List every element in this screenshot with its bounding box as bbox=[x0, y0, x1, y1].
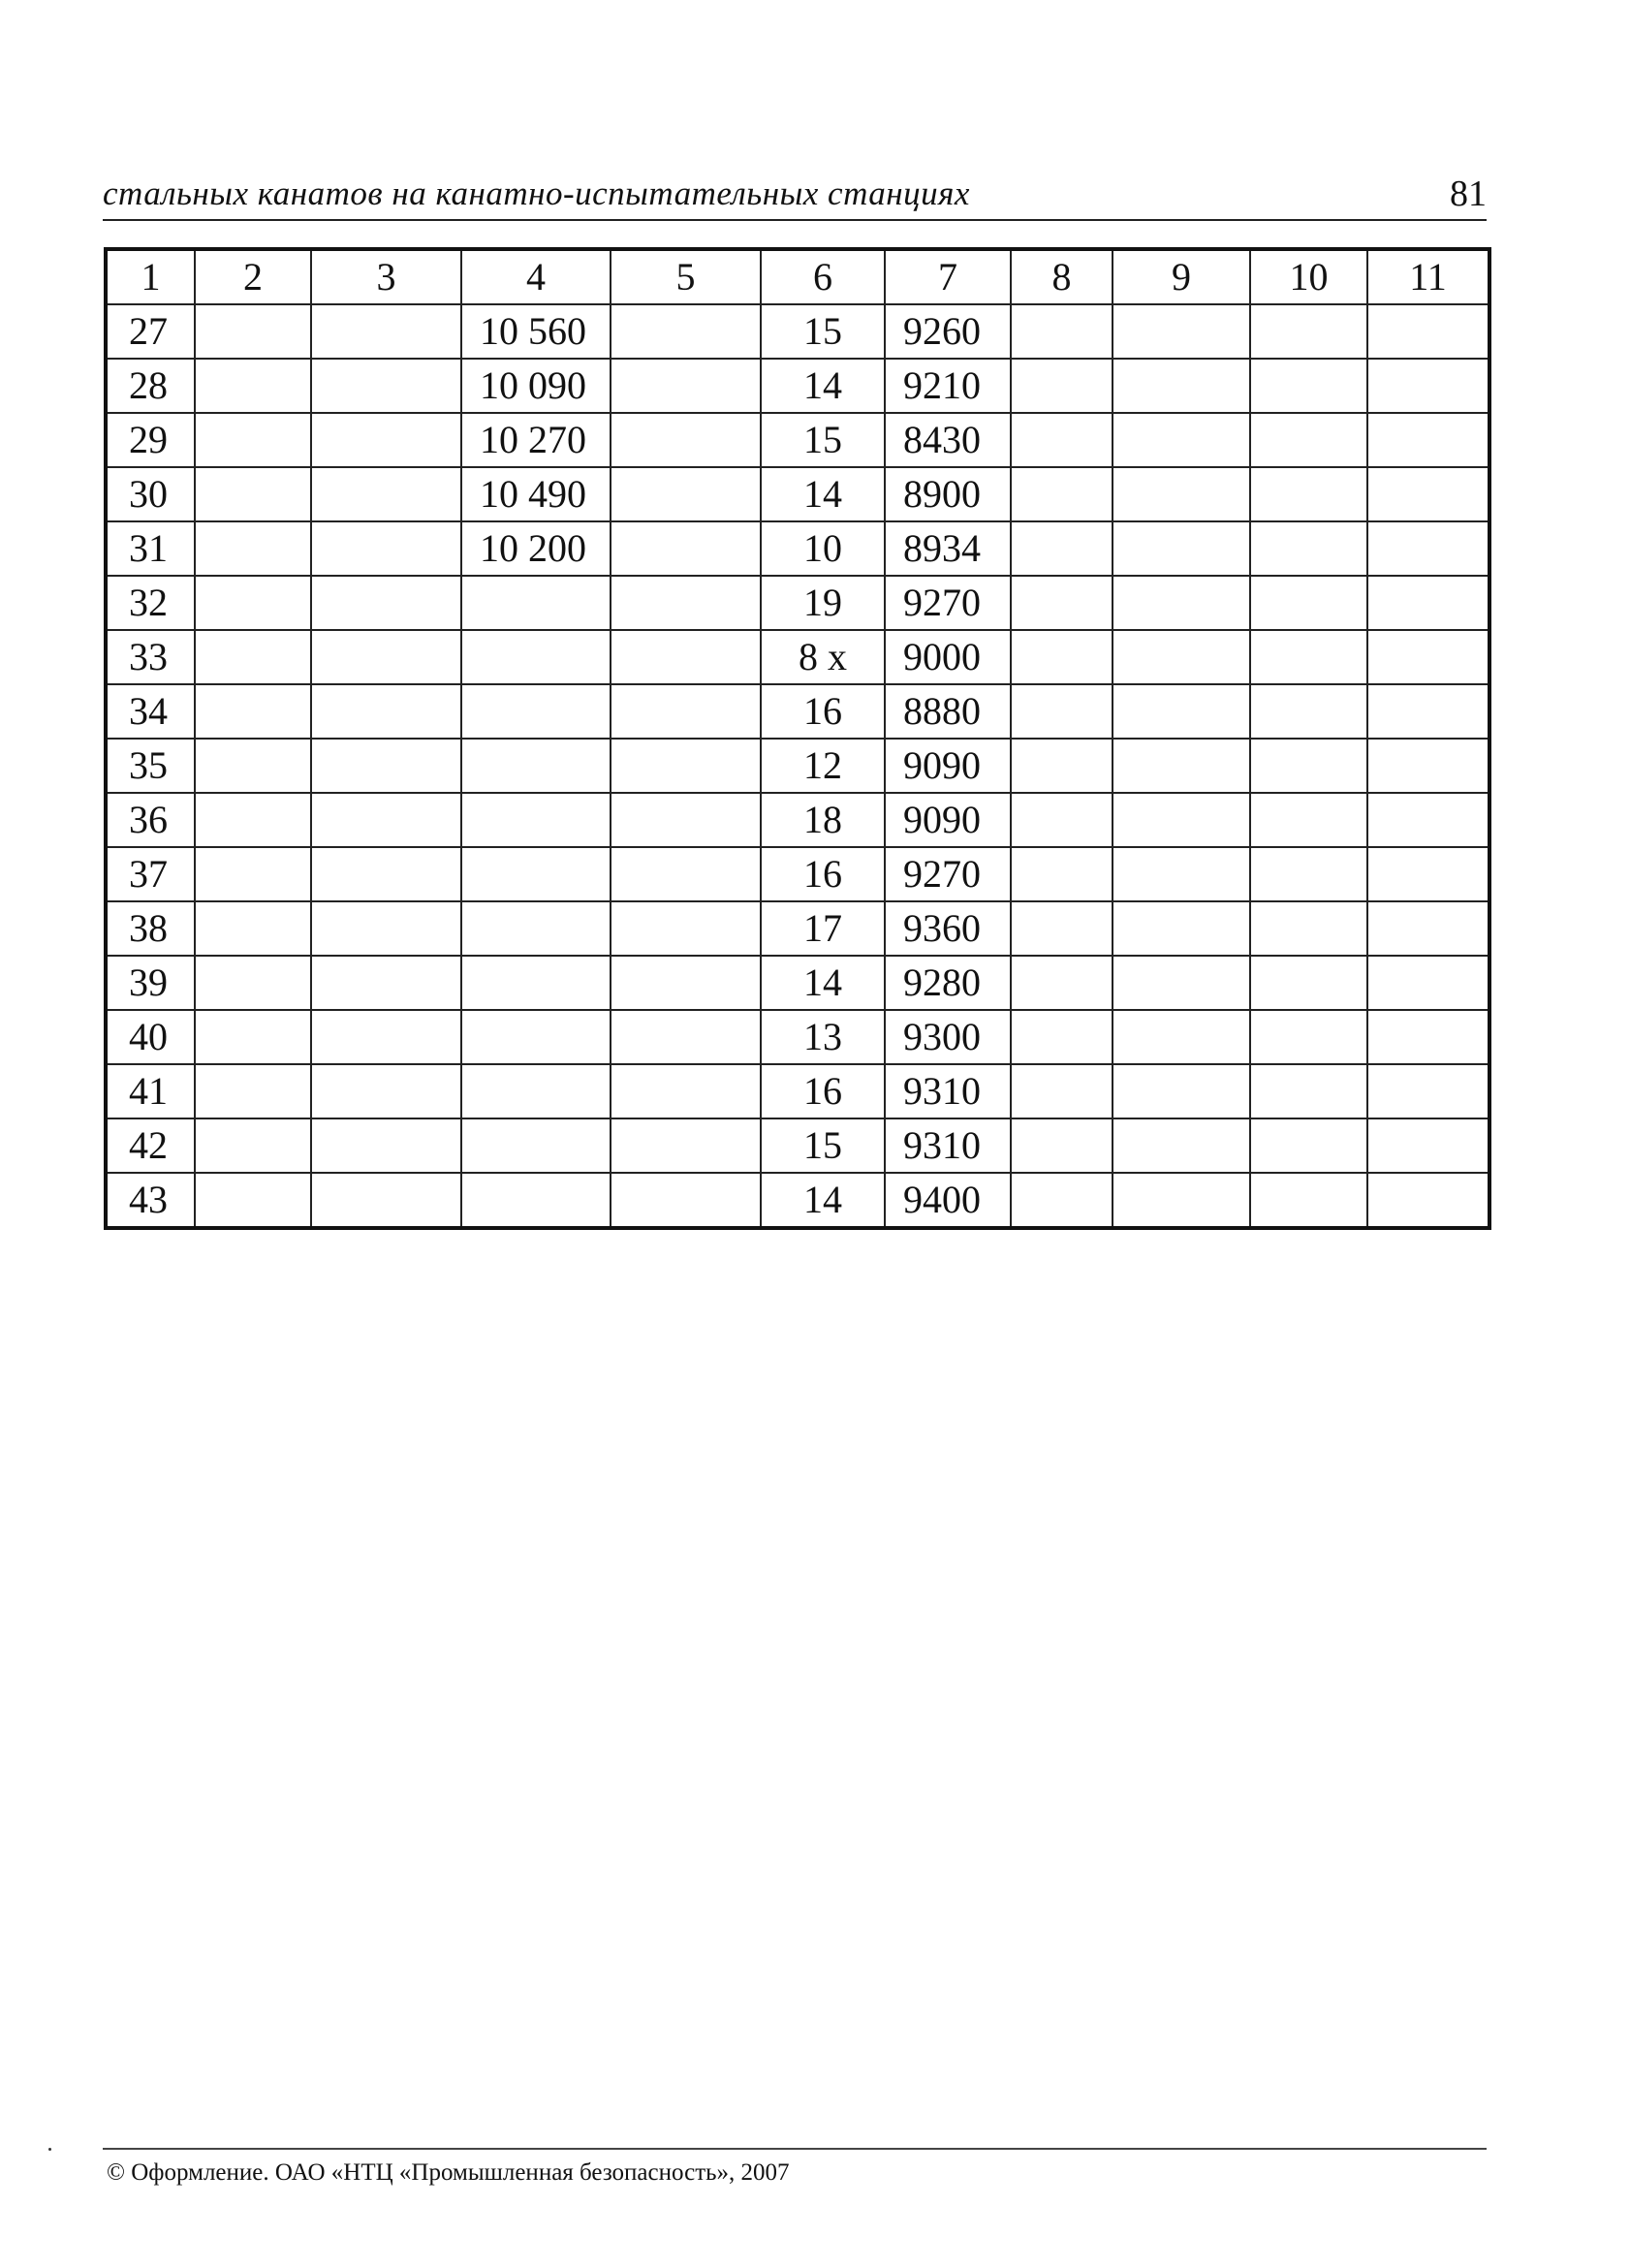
table-cell-col10 bbox=[1250, 793, 1367, 847]
table-header-row bbox=[106, 249, 1489, 304]
table-cell-col3 bbox=[311, 901, 461, 956]
table-cell-col3 bbox=[311, 359, 461, 413]
table-cell-col10 bbox=[1250, 630, 1367, 684]
table-cell-col11 bbox=[1367, 1173, 1489, 1228]
table-row bbox=[106, 847, 1489, 901]
column-header-4: 4 bbox=[461, 249, 611, 304]
table-cell-col6: 18 bbox=[761, 793, 885, 847]
table-cell-col6: 16 bbox=[761, 1064, 885, 1118]
table-cell-col7: 9400 bbox=[885, 1173, 1011, 1228]
table-cell-col3 bbox=[311, 1173, 461, 1228]
table-cell-col9 bbox=[1113, 956, 1250, 1010]
table-cell-col6: 12 bbox=[761, 739, 885, 793]
table-cell-col8 bbox=[1011, 956, 1113, 1010]
table-cell-col1: 33 bbox=[106, 630, 195, 684]
table-cell-col6: 16 bbox=[761, 684, 885, 739]
running-header bbox=[103, 167, 1487, 221]
table-cell-col9 bbox=[1113, 793, 1250, 847]
table-cell-col6: 8 x bbox=[761, 630, 885, 684]
table-cell-col5 bbox=[611, 467, 761, 521]
table-cell-col1: 43 bbox=[106, 1173, 195, 1228]
table-cell-col6: 15 bbox=[761, 1118, 885, 1173]
table-cell-col3 bbox=[311, 1010, 461, 1064]
table-cell-col6: 14 bbox=[761, 467, 885, 521]
table-cell-col10 bbox=[1250, 413, 1367, 467]
table-row bbox=[106, 739, 1489, 793]
table-cell-col8 bbox=[1011, 359, 1113, 413]
table-cell-col2 bbox=[195, 847, 311, 901]
table-cell-col11 bbox=[1367, 359, 1489, 413]
table-cell-col8 bbox=[1011, 901, 1113, 956]
table-cell-col3 bbox=[311, 1064, 461, 1118]
footer-copyright: © Оформление. ОАО «НТЦ «Промышленная безопасность», 2007 bbox=[107, 2159, 790, 2186]
table-cell-col7: 9270 bbox=[885, 847, 1011, 901]
table-cell-col10 bbox=[1250, 521, 1367, 576]
table-cell-col4 bbox=[461, 739, 611, 793]
table-cell-col1: 41 bbox=[106, 1064, 195, 1118]
column-header-7: 7 bbox=[885, 249, 1011, 304]
table-cell-col10 bbox=[1250, 1118, 1367, 1173]
table-row bbox=[106, 467, 1489, 521]
table-cell-col11 bbox=[1367, 847, 1489, 901]
page-number: 81 bbox=[1450, 173, 1487, 214]
table-cell-col1: 28 bbox=[106, 359, 195, 413]
table-cell-col10 bbox=[1250, 739, 1367, 793]
table-cell-col4 bbox=[461, 847, 611, 901]
table-cell-col7: 8430 bbox=[885, 413, 1011, 467]
table-cell-col2 bbox=[195, 1010, 311, 1064]
table-cell-col3 bbox=[311, 793, 461, 847]
table-cell-col6: 17 bbox=[761, 901, 885, 956]
table-cell-col8 bbox=[1011, 1173, 1113, 1228]
table-row bbox=[106, 304, 1489, 359]
table-cell-col2 bbox=[195, 956, 311, 1010]
table-cell-col11 bbox=[1367, 1010, 1489, 1064]
table-cell-col9 bbox=[1113, 684, 1250, 739]
table-cell-col11 bbox=[1367, 684, 1489, 739]
table-cell-col8 bbox=[1011, 467, 1113, 521]
table-cell-col9 bbox=[1113, 521, 1250, 576]
table-cell-col10 bbox=[1250, 1173, 1367, 1228]
table-cell-col4 bbox=[461, 1118, 611, 1173]
table-cell-col5 bbox=[611, 630, 761, 684]
table-row bbox=[106, 1064, 1489, 1118]
column-header-1: 1 bbox=[106, 249, 195, 304]
table-cell-col2 bbox=[195, 359, 311, 413]
table-cell-col6: 13 bbox=[761, 1010, 885, 1064]
table-cell-col9 bbox=[1113, 1118, 1250, 1173]
table-cell-col3 bbox=[311, 956, 461, 1010]
table-cell-col5 bbox=[611, 1118, 761, 1173]
table-cell-col9 bbox=[1113, 576, 1250, 630]
table-cell-col2 bbox=[195, 1173, 311, 1228]
table-cell-col1: 34 bbox=[106, 684, 195, 739]
table-cell-col2 bbox=[195, 467, 311, 521]
table-row bbox=[106, 684, 1489, 739]
table-cell-col5 bbox=[611, 901, 761, 956]
table-cell-col11 bbox=[1367, 576, 1489, 630]
table-cell-col4: 10 270 bbox=[461, 413, 611, 467]
table-cell-col5 bbox=[611, 1010, 761, 1064]
column-header-2: 2 bbox=[195, 249, 311, 304]
table-cell-col3 bbox=[311, 304, 461, 359]
table-cell-col7: 8880 bbox=[885, 684, 1011, 739]
table-cell-col7: 9260 bbox=[885, 304, 1011, 359]
table-cell-col8 bbox=[1011, 413, 1113, 467]
table-cell-col6: 15 bbox=[761, 304, 885, 359]
table-cell-col2 bbox=[195, 304, 311, 359]
table-cell-col2 bbox=[195, 739, 311, 793]
table-cell-col7: 9090 bbox=[885, 793, 1011, 847]
table-cell-col7: 9280 bbox=[885, 956, 1011, 1010]
table-cell-col1: 29 bbox=[106, 413, 195, 467]
table-cell-col10 bbox=[1250, 684, 1367, 739]
table-cell-col2 bbox=[195, 521, 311, 576]
table-cell-col8 bbox=[1011, 739, 1113, 793]
table-cell-col9 bbox=[1113, 847, 1250, 901]
table-row bbox=[106, 413, 1489, 467]
table-cell-col6: 15 bbox=[761, 413, 885, 467]
table-cell-col1: 42 bbox=[106, 1118, 195, 1173]
table-cell-col4 bbox=[461, 630, 611, 684]
table-cell-col5 bbox=[611, 739, 761, 793]
table-cell-col8 bbox=[1011, 1118, 1113, 1173]
table-cell-col5 bbox=[611, 521, 761, 576]
table-cell-col4 bbox=[461, 793, 611, 847]
table-cell-col10 bbox=[1250, 1064, 1367, 1118]
table-cell-col11 bbox=[1367, 630, 1489, 684]
column-header-10: 10 bbox=[1250, 249, 1367, 304]
table-cell-col7: 9270 bbox=[885, 576, 1011, 630]
table-cell-col4: 10 090 bbox=[461, 359, 611, 413]
table-cell-col5 bbox=[611, 1064, 761, 1118]
table-row bbox=[106, 359, 1489, 413]
table-cell-col11 bbox=[1367, 1064, 1489, 1118]
table-cell-col8 bbox=[1011, 1010, 1113, 1064]
table-cell-col8 bbox=[1011, 304, 1113, 359]
table-row bbox=[106, 1118, 1489, 1173]
table-cell-col5 bbox=[611, 576, 761, 630]
table-cell-col1: 35 bbox=[106, 739, 195, 793]
column-header-11: 11 bbox=[1367, 249, 1489, 304]
table-cell-col10 bbox=[1250, 956, 1367, 1010]
table-cell-col1: 36 bbox=[106, 793, 195, 847]
column-header-5: 5 bbox=[611, 249, 761, 304]
table-cell-col4 bbox=[461, 901, 611, 956]
table-cell-col6: 16 bbox=[761, 847, 885, 901]
table-cell-col7: 9300 bbox=[885, 1010, 1011, 1064]
table-cell-col9 bbox=[1113, 413, 1250, 467]
table-cell-col2 bbox=[195, 576, 311, 630]
table-cell-col4 bbox=[461, 1064, 611, 1118]
table-cell-col5 bbox=[611, 413, 761, 467]
table-cell-col1: 39 bbox=[106, 956, 195, 1010]
table-cell-col10 bbox=[1250, 576, 1367, 630]
table-cell-col1: 27 bbox=[106, 304, 195, 359]
column-header-8: 8 bbox=[1011, 249, 1113, 304]
table-cell-col11 bbox=[1367, 521, 1489, 576]
table-cell-col6: 14 bbox=[761, 1173, 885, 1228]
column-header-3: 3 bbox=[311, 249, 461, 304]
table-cell-col9 bbox=[1113, 630, 1250, 684]
table-row bbox=[106, 956, 1489, 1010]
table-cell-col10 bbox=[1250, 1010, 1367, 1064]
table-cell-col5 bbox=[611, 359, 761, 413]
table-row bbox=[106, 901, 1489, 956]
table-cell-col3 bbox=[311, 467, 461, 521]
table-cell-col10 bbox=[1250, 359, 1367, 413]
table-cell-col8 bbox=[1011, 521, 1113, 576]
table-cell-col2 bbox=[195, 1064, 311, 1118]
table-cell-col5 bbox=[611, 793, 761, 847]
table-cell-col1: 37 bbox=[106, 847, 195, 901]
table-cell-col11 bbox=[1367, 1118, 1489, 1173]
table-cell-col3 bbox=[311, 413, 461, 467]
table-row bbox=[106, 576, 1489, 630]
table-cell-col10 bbox=[1250, 847, 1367, 901]
table-cell-col9 bbox=[1113, 467, 1250, 521]
table-cell-col7: 9090 bbox=[885, 739, 1011, 793]
running-header-title: стальных канатов на канатно-испытательных станциях bbox=[103, 174, 970, 212]
table-cell-col3 bbox=[311, 847, 461, 901]
data-table-container bbox=[104, 247, 1488, 1230]
table-cell-col9 bbox=[1113, 359, 1250, 413]
footer-rule bbox=[103, 2148, 1487, 2150]
table-row bbox=[106, 521, 1489, 576]
table-cell-col11 bbox=[1367, 467, 1489, 521]
table-cell-col5 bbox=[611, 847, 761, 901]
table-cell-col3 bbox=[311, 630, 461, 684]
table-row bbox=[106, 630, 1489, 684]
table-cell-col7: 9210 bbox=[885, 359, 1011, 413]
table-cell-col4 bbox=[461, 576, 611, 630]
table-cell-col5 bbox=[611, 304, 761, 359]
table-cell-col4 bbox=[461, 1173, 611, 1228]
table-cell-col7: 9360 bbox=[885, 901, 1011, 956]
table-cell-col8 bbox=[1011, 684, 1113, 739]
table-cell-col1: 38 bbox=[106, 901, 195, 956]
column-header-9: 9 bbox=[1113, 249, 1250, 304]
table-body bbox=[106, 304, 1489, 1228]
table-cell-col4: 10 490 bbox=[461, 467, 611, 521]
table-cell-col6: 14 bbox=[761, 956, 885, 1010]
table-cell-col2 bbox=[195, 630, 311, 684]
table-cell-col6: 14 bbox=[761, 359, 885, 413]
table-cell-col1: 32 bbox=[106, 576, 195, 630]
table-cell-col4 bbox=[461, 684, 611, 739]
table-cell-col7: 9310 bbox=[885, 1064, 1011, 1118]
table-cell-col3 bbox=[311, 739, 461, 793]
table-cell-col2 bbox=[195, 901, 311, 956]
table-row bbox=[106, 793, 1489, 847]
table-cell-col10 bbox=[1250, 467, 1367, 521]
table-cell-col1: 30 bbox=[106, 467, 195, 521]
table-cell-col7: 8934 bbox=[885, 521, 1011, 576]
table-cell-col7: 9310 bbox=[885, 1118, 1011, 1173]
table-cell-col5 bbox=[611, 1173, 761, 1228]
table-cell-col3 bbox=[311, 684, 461, 739]
table-cell-col7: 8900 bbox=[885, 467, 1011, 521]
table-cell-col4 bbox=[461, 956, 611, 1010]
table-cell-col9 bbox=[1113, 901, 1250, 956]
column-header-6: 6 bbox=[761, 249, 885, 304]
table-cell-col10 bbox=[1250, 304, 1367, 359]
table-cell-col11 bbox=[1367, 304, 1489, 359]
table-cell-col5 bbox=[611, 684, 761, 739]
scan-speck bbox=[48, 2148, 51, 2151]
table-cell-col1: 40 bbox=[106, 1010, 195, 1064]
table-cell-col10 bbox=[1250, 901, 1367, 956]
table-cell-col6: 10 bbox=[761, 521, 885, 576]
table-cell-col8 bbox=[1011, 847, 1113, 901]
table-cell-col8 bbox=[1011, 793, 1113, 847]
table-cell-col9 bbox=[1113, 1064, 1250, 1118]
table-cell-col11 bbox=[1367, 739, 1489, 793]
table-cell-col3 bbox=[311, 576, 461, 630]
table-cell-col4 bbox=[461, 1010, 611, 1064]
table-cell-col2 bbox=[195, 684, 311, 739]
table-cell-col11 bbox=[1367, 413, 1489, 467]
table-cell-col11 bbox=[1367, 793, 1489, 847]
table-cell-col2 bbox=[195, 1118, 311, 1173]
table-cell-col9 bbox=[1113, 304, 1250, 359]
table-cell-col2 bbox=[195, 413, 311, 467]
table-cell-col5 bbox=[611, 956, 761, 1010]
table-cell-col11 bbox=[1367, 956, 1489, 1010]
table-cell-col8 bbox=[1011, 576, 1113, 630]
table-cell-col2 bbox=[195, 793, 311, 847]
table-cell-col9 bbox=[1113, 739, 1250, 793]
table-cell-col11 bbox=[1367, 901, 1489, 956]
table-cell-col3 bbox=[311, 1118, 461, 1173]
table-cell-col9 bbox=[1113, 1010, 1250, 1064]
table-cell-col6: 19 bbox=[761, 576, 885, 630]
table-cell-col1: 31 bbox=[106, 521, 195, 576]
table-cell-col4: 10 200 bbox=[461, 521, 611, 576]
table-cell-col9 bbox=[1113, 1173, 1250, 1228]
table-cell-col4: 10 560 bbox=[461, 304, 611, 359]
table-cell-col8 bbox=[1011, 630, 1113, 684]
table-row bbox=[106, 1173, 1489, 1228]
table-cell-col7: 9000 bbox=[885, 630, 1011, 684]
table-row bbox=[106, 1010, 1489, 1064]
table-cell-col3 bbox=[311, 521, 461, 576]
table-cell-col8 bbox=[1011, 1064, 1113, 1118]
data-table bbox=[104, 247, 1491, 1230]
